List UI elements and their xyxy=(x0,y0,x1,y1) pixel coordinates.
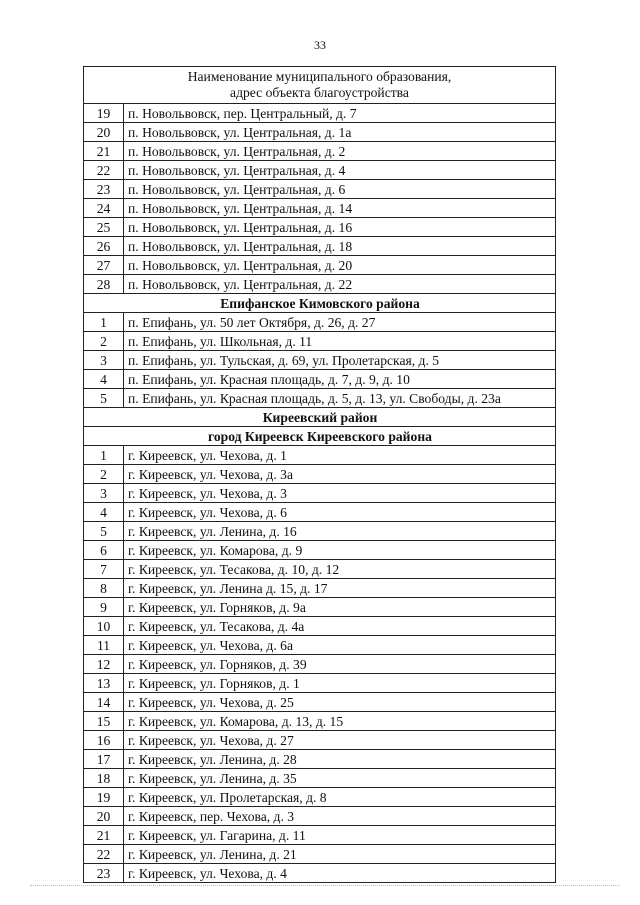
row-number: 24 xyxy=(84,199,124,218)
header-line-1: Наименование муниципального образования, xyxy=(187,69,452,84)
row-number: 1 xyxy=(84,446,124,465)
row-address: п. Новольвовск, ул. Центральная, д. 2 xyxy=(124,142,556,161)
section-row xyxy=(84,294,556,313)
row-address: п. Епифань, ул. Школьная, д. 11 xyxy=(124,332,556,351)
table-row xyxy=(84,199,556,218)
row-number: 5 xyxy=(84,389,124,408)
address-table xyxy=(83,66,556,883)
table-row xyxy=(84,769,556,788)
section-title: Киреевский район xyxy=(84,408,556,427)
row-number: 23 xyxy=(84,864,124,883)
table-row xyxy=(84,313,556,332)
row-number: 3 xyxy=(84,484,124,503)
row-address: г. Киреевск, ул. Комарова, д. 13, д. 15 xyxy=(124,712,556,731)
section-title: Епифанское Кимовского района xyxy=(84,294,556,313)
row-address: г. Киреевск, ул. Чехова, д. 3а xyxy=(124,465,556,484)
row-address: г. Киреевск, ул. Горняков, д. 9а xyxy=(124,598,556,617)
table-row xyxy=(84,370,556,389)
row-number: 1 xyxy=(84,313,124,332)
row-number: 9 xyxy=(84,598,124,617)
table-row xyxy=(84,180,556,199)
row-number: 10 xyxy=(84,617,124,636)
row-address: п. Новольвовск, ул. Центральная, д. 16 xyxy=(124,218,556,237)
row-number: 11 xyxy=(84,636,124,655)
row-address: п. Новольвовск, ул. Центральная, д. 4 xyxy=(124,161,556,180)
row-number: 25 xyxy=(84,218,124,237)
row-number: 19 xyxy=(84,104,124,123)
table-row xyxy=(84,332,556,351)
table-header-row xyxy=(84,67,556,104)
table-row xyxy=(84,693,556,712)
row-number: 21 xyxy=(84,142,124,161)
row-number: 3 xyxy=(84,351,124,370)
row-address: г. Киреевск, ул. Пролетарская, д. 8 xyxy=(124,788,556,807)
table-row xyxy=(84,142,556,161)
table-row xyxy=(84,503,556,522)
table-row xyxy=(84,541,556,560)
row-number: 2 xyxy=(84,332,124,351)
table-row xyxy=(84,579,556,598)
section-row xyxy=(84,408,556,427)
row-address: г. Киреевск, ул. Комарова, д. 9 xyxy=(124,541,556,560)
row-address: п. Епифань, ул. Красная площадь, д. 7, д. 9, д. 10 xyxy=(124,370,556,389)
table-header xyxy=(84,67,556,104)
row-address: п. Новольвовск, ул. Центральная, д. 1а xyxy=(124,123,556,142)
table-body xyxy=(84,104,556,883)
row-address: г. Киреевск, ул. Гагарина, д. 11 xyxy=(124,826,556,845)
table-row xyxy=(84,788,556,807)
row-address: г. Киреевск, ул. Чехова, д. 25 xyxy=(124,693,556,712)
table-row xyxy=(84,674,556,693)
row-address: п. Новольвовск, ул. Центральная, д. 22 xyxy=(124,275,556,294)
row-number: 22 xyxy=(84,845,124,864)
row-number: 4 xyxy=(84,503,124,522)
table-row xyxy=(84,484,556,503)
table-row xyxy=(84,218,556,237)
table-row xyxy=(84,351,556,370)
table-row xyxy=(84,636,556,655)
row-number: 18 xyxy=(84,769,124,788)
table-row xyxy=(84,598,556,617)
page-bottom-artifact xyxy=(30,885,620,888)
header-line-2: адрес объекта благоустройства xyxy=(230,85,409,100)
row-number: 5 xyxy=(84,522,124,541)
section-row xyxy=(84,427,556,446)
row-address: п. Епифань, ул. Тульская, д. 69, ул. Пролетарская, д. 5 xyxy=(124,351,556,370)
table-row xyxy=(84,123,556,142)
row-number: 7 xyxy=(84,560,124,579)
row-number: 20 xyxy=(84,123,124,142)
row-address: г. Киреевск, ул. Чехова, д. 3 xyxy=(124,484,556,503)
table-row xyxy=(84,731,556,750)
table-row xyxy=(84,104,556,123)
table-row xyxy=(84,389,556,408)
row-address: п. Новольвовск, ул. Центральная, д. 6 xyxy=(124,180,556,199)
row-address: г. Киреевск, ул. Чехова, д. 1 xyxy=(124,446,556,465)
row-number: 27 xyxy=(84,256,124,275)
row-address: п. Новольвовск, пер. Центральный, д. 7 xyxy=(124,104,556,123)
table-row xyxy=(84,256,556,275)
row-address: г. Киреевск, ул. Ленина д. 15, д. 17 xyxy=(124,579,556,598)
row-number: 22 xyxy=(84,161,124,180)
row-address: п. Новольвовск, ул. Центральная, д. 18 xyxy=(124,237,556,256)
row-address: г. Киреевск, ул. Тесакова, д. 4а xyxy=(124,617,556,636)
row-address: г. Киреевск, ул. Тесакова, д. 10, д. 12 xyxy=(124,560,556,579)
table-row xyxy=(84,750,556,769)
row-number: 14 xyxy=(84,693,124,712)
row-address: г. Киреевск, ул. Чехова, д. 4 xyxy=(124,864,556,883)
page-number: 33 xyxy=(314,38,326,52)
table-row xyxy=(84,712,556,731)
row-address: г. Киреевск, пер. Чехова, д. 3 xyxy=(124,807,556,826)
row-address: г. Киреевск, ул. Горняков, д. 39 xyxy=(124,655,556,674)
table-row xyxy=(84,845,556,864)
row-address: г. Киреевск, ул. Ленина, д. 35 xyxy=(124,769,556,788)
row-number: 26 xyxy=(84,237,124,256)
table-row xyxy=(84,446,556,465)
row-number: 16 xyxy=(84,731,124,750)
row-address: г. Киреевск, ул. Ленина, д. 16 xyxy=(124,522,556,541)
row-number: 21 xyxy=(84,826,124,845)
row-address: п. Новольвовск, ул. Центральная, д. 14 xyxy=(124,199,556,218)
row-number: 12 xyxy=(84,655,124,674)
row-number: 28 xyxy=(84,275,124,294)
table-row xyxy=(84,465,556,484)
table-row xyxy=(84,617,556,636)
table-row xyxy=(84,560,556,579)
row-number: 23 xyxy=(84,180,124,199)
row-address: г. Киреевск, ул. Ленина, д. 21 xyxy=(124,845,556,864)
table-row xyxy=(84,655,556,674)
table-row xyxy=(84,275,556,294)
row-number: 15 xyxy=(84,712,124,731)
row-number: 17 xyxy=(84,750,124,769)
row-address: г. Киреевск, ул. Ленина, д. 28 xyxy=(124,750,556,769)
row-address: п. Епифань, ул. Красная площадь, д. 5, д. 13, ул. Свободы, д. 23а xyxy=(124,389,556,408)
row-address: г. Киреевск, ул. Чехова, д. 27 xyxy=(124,731,556,750)
table-row xyxy=(84,237,556,256)
row-number: 8 xyxy=(84,579,124,598)
row-number: 6 xyxy=(84,541,124,560)
row-address: г. Киреевск, ул. Чехова, д. 6 xyxy=(124,503,556,522)
row-address: п. Епифань, ул. 50 лет Октября, д. 26, д. 27 xyxy=(124,313,556,332)
row-number: 20 xyxy=(84,807,124,826)
section-title: город Киреевск Киреевского района xyxy=(84,427,556,446)
table-row xyxy=(84,522,556,541)
table-row xyxy=(84,826,556,845)
row-number: 4 xyxy=(84,370,124,389)
table-row xyxy=(84,864,556,883)
row-number: 13 xyxy=(84,674,124,693)
row-number: 2 xyxy=(84,465,124,484)
row-number: 19 xyxy=(84,788,124,807)
table-row xyxy=(84,807,556,826)
row-address: п. Новольвовск, ул. Центральная, д. 20 xyxy=(124,256,556,275)
row-address: г. Киреевск, ул. Чехова, д. 6а xyxy=(124,636,556,655)
row-address: г. Киреевск, ул. Горняков, д. 1 xyxy=(124,674,556,693)
table-row xyxy=(84,161,556,180)
